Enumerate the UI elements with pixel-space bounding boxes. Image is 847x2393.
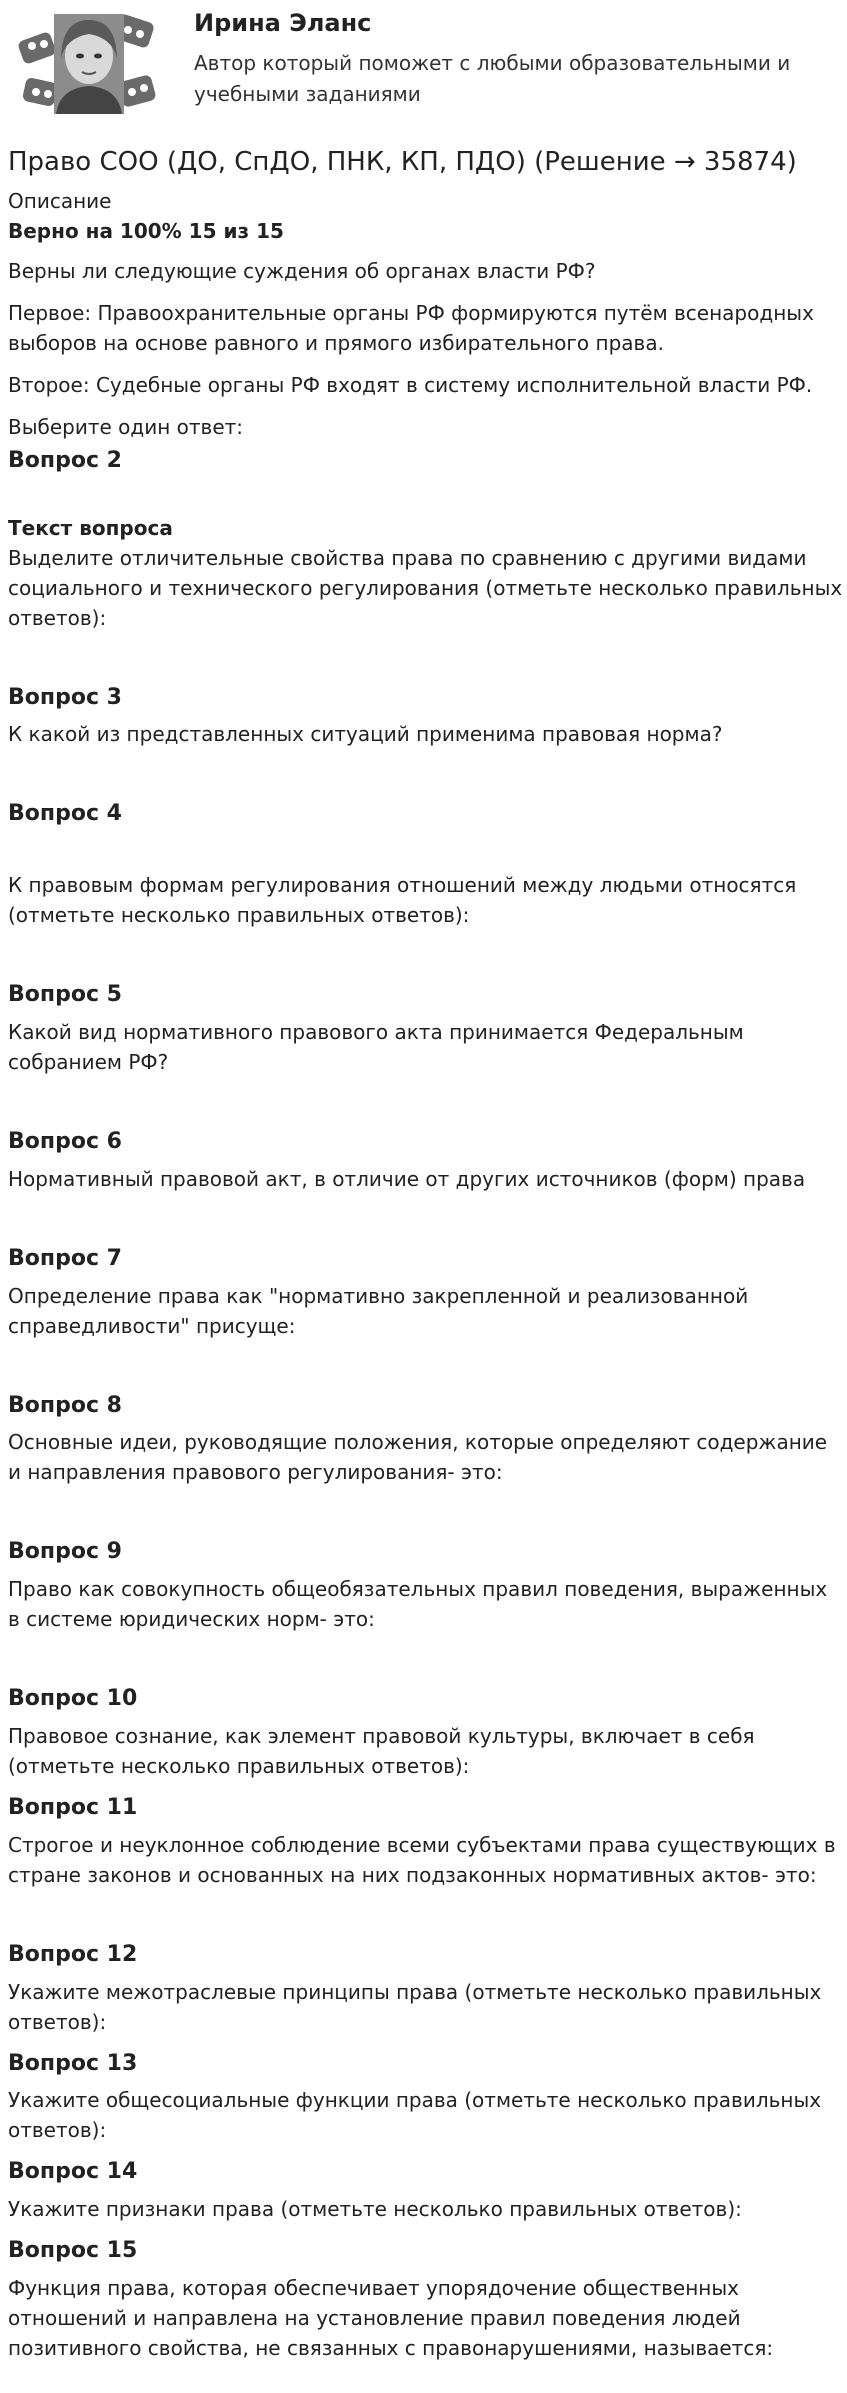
question-text: Основные идеи, руководящие положения, которые определяют содержание и направления правового регулирования- это:: [8, 1430, 828, 1485]
question-title: Вопрос 8: [8, 1392, 122, 1418]
question-title: Вопрос 12: [8, 1941, 138, 1967]
author-avatar-photo: [16, 8, 160, 122]
question-text: Укажите межотраслевые принципы права (отметьте несколько правильных ответов):: [8, 1979, 822, 2034]
question-13: [8, 2049, 843, 2146]
question-text: Функция права, которая обеспечивает упорядочение общественных отношений и направлена на установление правил поведения людей позитивного свойства, не связанных с правонарушениями, называется:: [8, 2275, 774, 2360]
question-text: Определение права как "нормативно закрепленной и реализованной справедливости" присуще:: [8, 1283, 749, 1338]
document-title: Право СОО (ДО, СпДО, ПНК, КП, ПДО) (Решение → 35874): [8, 147, 797, 177]
question-text: Выделите отличительные свойства права по сравнению с другими видами социального и технического регулирования (отметьте несколько правильных ответов):: [8, 545, 843, 630]
question-7: [8, 1244, 843, 1341]
question-title: Вопрос 3: [8, 684, 122, 710]
question-text: Нормативный правовой акт, в отличие от других источников (форм) права: [8, 1166, 806, 1191]
question-15: [8, 2236, 843, 2363]
question-text: К правовым формам регулирования отношений между людьми относятся (отметьте несколько правильных ответов):: [8, 873, 797, 928]
question-title: Вопрос 10: [8, 1686, 138, 1712]
question-8: [8, 1391, 843, 1488]
description-label: Описание: [8, 188, 112, 213]
question-text-label: Текст вопроса: [8, 515, 173, 540]
intro-instruction: Выберите один ответ:: [8, 414, 244, 439]
intro-statement-2: Второе: Судебные органы РФ входят в систему исполнительной власти РФ.: [8, 372, 813, 397]
question-14: [8, 2157, 843, 2224]
question-11: [8, 1793, 843, 1890]
question-text: Правовое сознание, как элемент правовой культуры, включает в себя (отметьте несколько правильных ответов):: [8, 1723, 755, 1778]
question-title: Вопрос 14: [8, 2159, 138, 2185]
question-2: [8, 446, 843, 633]
question-12: [8, 1940, 843, 2037]
question-title: Вопрос 4: [8, 801, 122, 827]
question-3: [8, 683, 843, 750]
question-9: [8, 1537, 843, 1634]
question-title: Вопрос 5: [8, 982, 122, 1008]
question-title: Вопрос 13: [8, 2050, 138, 2076]
question-6: [8, 1127, 843, 1194]
question-title: Вопрос 11: [8, 1794, 138, 1820]
question-title: Вопрос 15: [8, 2238, 138, 2264]
question-text: Укажите признаки права (отметьте несколько правильных ответов):: [8, 2197, 742, 2222]
question-text: К какой из представленных ситуаций применима правовая норма?: [8, 722, 723, 747]
question-title: Вопрос 9: [8, 1539, 122, 1565]
question-4: [8, 799, 843, 930]
author-description: Автор который поможет с любыми образовательными и учебными заданиями: [194, 51, 791, 106]
author-name: Ирина Эланс: [194, 9, 372, 37]
question-5: [8, 980, 843, 1077]
question-text: Право как совокупность общеобязательных правил поведения, выраженных в системе юридических норм- это:: [8, 1577, 828, 1632]
question-text: Строгое и неуклонное соблюдение всеми субъектами права существующих в стране законов и основанных на них подзаконных нормативных актов- это:: [8, 1832, 836, 1887]
question-title: Вопрос 6: [8, 1128, 122, 1154]
intro-statement-1: Первое: Правоохранительные органы РФ формируются путём всенародных выборов на основе равного и прямого избирательного права.: [8, 300, 814, 355]
question-10: [8, 1684, 843, 1781]
author-card: [8, 0, 843, 138]
question-title: Вопрос 7: [8, 1245, 122, 1271]
question-text: Укажите общесоциальные функции права (отметьте несколько правильных ответов):: [8, 2088, 822, 2143]
question-text: Какой вид нормативного правового акта принимается Федеральным собранием РФ?: [8, 1019, 744, 1074]
question-title: Вопрос 2: [8, 447, 122, 473]
score-text: Верно на 100% 15 из 15: [8, 218, 284, 243]
intro-question: Верны ли следующие суждения об органах власти РФ?: [8, 258, 596, 283]
